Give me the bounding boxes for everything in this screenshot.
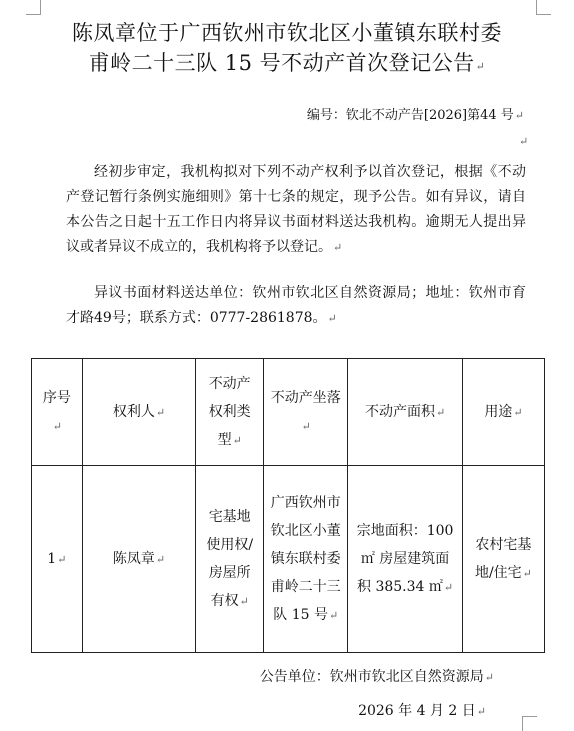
table-row: [32, 466, 545, 653]
cell-area: 宗地面积：100 ㎡ 房屋建筑面积 385.34 ㎡↵: [348, 466, 463, 653]
header-location: 不动产坐落↵: [264, 359, 348, 466]
header-use: 用途↵: [462, 359, 544, 466]
notice-paragraph-2: [66, 281, 526, 331]
header-holder: 权利人↵: [82, 359, 196, 466]
notice-date-text: 2026 年 4 月 2 日: [358, 703, 476, 719]
cell-index: 1↵: [32, 466, 83, 653]
table-header-row: [32, 359, 545, 466]
paragraph-mark: ↵: [476, 705, 486, 718]
document-number: [307, 104, 524, 123]
issuing-unit: [260, 666, 494, 686]
page-corner-mark-bottom-right: [522, 716, 537, 731]
registration-table: [31, 358, 545, 653]
notice-paragraph-1: [66, 160, 526, 260]
paragraph-mark: ↵: [333, 241, 343, 254]
cell-location: 广西钦州市钦北区小董镇东联村委甫岭二十三队 15 号↵: [264, 466, 348, 653]
header-index: 序号↵: [32, 359, 83, 466]
notice-paragraph-1-text: 经初步审定，我机构拟对下列不动产权利予以首次登记，根据《不动产登记暂行条例实施细则》第十七条的规定，现予公告。如有异议，请自本公告之日起十五工作日内将异议书面材料送达我机构。逾期无人提出异议或者异议不成立的，我机构将予以登记。: [66, 164, 526, 255]
paragraph-mark: ↵: [475, 60, 486, 73]
title-line-1: 陈凤章位于广西钦州市钦北区小董镇东联村委: [72, 21, 502, 45]
cell-holder: 陈凤章↵: [82, 466, 196, 653]
document-number-text: 编号：钦北不动产告[2026]第44 号: [306, 108, 514, 123]
paragraph-mark: ↵: [484, 671, 494, 684]
header-area: 不动产面积↵: [348, 359, 463, 466]
document-title: [30, 18, 544, 82]
cell-right-type: 宅基地使用权/房屋所有权↵: [196, 466, 264, 653]
cell-use: 农村宅基地/住宅↵: [462, 466, 544, 653]
issuing-unit-text: 公告单位：钦州市钦北区自然资源局: [259, 669, 484, 685]
title-line-2: 甫岭二十三队 15 号不动产首次登记公告: [88, 51, 475, 75]
notice-date: [358, 700, 486, 720]
paragraph-mark: ↵: [519, 135, 529, 148]
header-right-type: 不动产权利类型↵: [196, 359, 264, 466]
page-corner-mark-top-left: [26, 0, 41, 15]
notice-paragraph-2-text: 异议书面材料送达单位：钦州市钦北区自然资源局；地址：钦州市育才路49号；联系方式：0777-2861878。: [66, 285, 526, 326]
page-corner-mark-top-right: [536, 0, 551, 15]
paragraph-mark: ↵: [514, 109, 524, 122]
paragraph-mark: ↵: [327, 312, 337, 325]
